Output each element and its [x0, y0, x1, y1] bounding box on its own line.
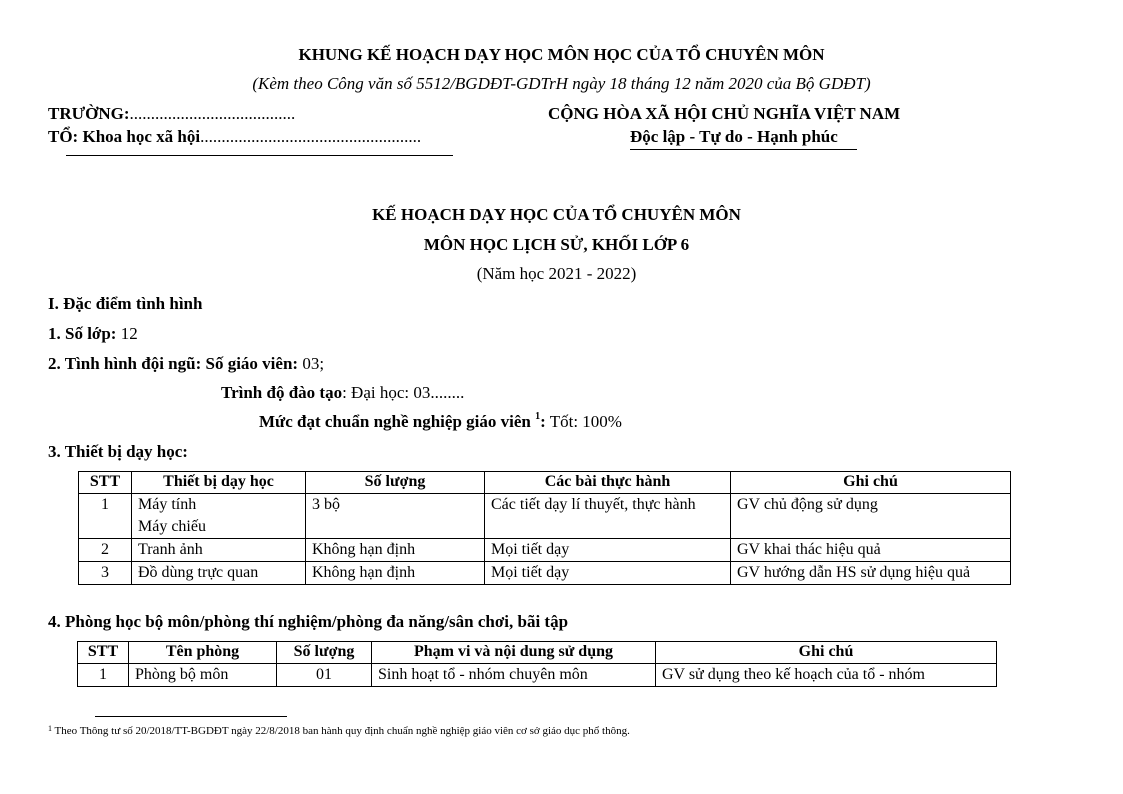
national-motto: Độc lập - Tự do - Hạnh phúc	[630, 127, 838, 146]
cell-device	[132, 494, 306, 539]
plan-subject: MÔN HỌC LỊCH SỬ, KHỐI LỚP 6	[423, 235, 690, 254]
footnote-separator	[95, 716, 287, 717]
table-header-row	[78, 642, 997, 664]
department-label: TỔ: Khoa học xã hội	[48, 127, 201, 146]
standard-colon: :	[540, 412, 546, 431]
department-underline	[66, 155, 453, 156]
column-header: STT	[79, 472, 132, 494]
column-header: Ghi chú	[656, 642, 997, 664]
cell-device: Tranh ảnh	[132, 539, 306, 562]
cell-practice: Các tiết dạy lí thuyết, thực hành	[485, 494, 731, 539]
column-header: Tên phòng	[129, 642, 277, 664]
cell-device: Đồ dùng trực quan	[132, 562, 306, 585]
table-row	[79, 562, 1011, 585]
footnote	[48, 725, 630, 737]
cell-quantity: 01	[277, 664, 372, 687]
school-line	[48, 104, 295, 124]
cell-stt: 3	[79, 562, 132, 585]
document-subtitle: (Kèm theo Công văn số 5512/BGDĐT-GDTrH ngày 18 tháng 12 năm 2020 của Bộ GDĐT)	[252, 74, 871, 93]
footnote-text: Theo Thông tư số 20/2018/TT-BGDĐT ngày 22/8/2018 ban hành quy định chuẩn nghề nghiệp giáo viên cơ sở giáo dục phổ thông.	[52, 725, 630, 737]
class-count-label: 1. Số lớp:	[48, 324, 117, 343]
cell-practice: Mọi tiết dạy	[485, 562, 731, 585]
professional-standard	[259, 412, 622, 432]
table-row	[79, 539, 1011, 562]
staff-count-value: 03;	[298, 354, 325, 373]
column-header: Các bài thực hành	[485, 472, 731, 494]
cell-note: GV chủ động sử dụng	[731, 494, 1011, 539]
equipment-heading: 3. Thiết bị dạy học:	[48, 442, 188, 461]
section-heading: I. Đặc điểm tình hình	[48, 294, 203, 313]
device-line: Máy chiếu	[138, 518, 206, 535]
cell-quantity: Không hạn định	[306, 539, 485, 562]
department-line	[48, 127, 421, 147]
rooms-heading: 4. Phòng học bộ môn/phòng thí nghiệm/phòng đa năng/sân chơi, bãi tập	[48, 612, 569, 631]
cell-scope: Sinh hoạt tổ - nhóm chuyên môn	[372, 664, 656, 687]
plan-year: (Năm học 2021 - 2022)	[476, 264, 637, 283]
cell-stt: 1	[79, 494, 132, 539]
device-line: Máy tính	[138, 496, 197, 513]
cell-room-name: Phòng bộ môn	[129, 664, 277, 687]
cell-quantity: Không hạn định	[306, 562, 485, 585]
equipment-table	[78, 471, 1011, 585]
table-row	[79, 494, 1011, 539]
cell-note: GV khai thác hiệu quả	[731, 539, 1011, 562]
class-count-value: 12	[116, 324, 138, 343]
department-value: ....................................................	[200, 127, 422, 146]
table-header-row	[79, 472, 1011, 494]
standard-value: Tốt: 100%	[545, 412, 622, 431]
cell-note: GV sử dụng theo kế hoạch của tổ - nhóm	[656, 664, 997, 687]
cell-practice: Mọi tiết dạy	[485, 539, 731, 562]
rooms-table	[77, 641, 997, 687]
training-level	[221, 383, 464, 403]
footnote-marker: 1	[48, 724, 52, 733]
staff-count	[48, 354, 324, 374]
column-header: STT	[78, 642, 129, 664]
national-title: CỘNG HÒA XÃ HỘI CHỦ NGHĨA VIỆT NAM	[548, 104, 901, 123]
cell-note: GV hướng dẫn HS sử dụng hiệu quả	[731, 562, 1011, 585]
column-header: Số lượng	[306, 472, 485, 494]
motto-underline	[630, 149, 857, 150]
column-header: Ghi chú	[731, 472, 1011, 494]
column-header: Số lượng	[277, 642, 372, 664]
standard-label: Mức đạt chuẩn nghề nghiệp giáo viên	[259, 412, 536, 431]
school-value: .......................................	[129, 104, 296, 123]
column-header: Phạm vi và nội dung sử dụng	[372, 642, 656, 664]
school-label: TRƯỜNG:	[48, 104, 130, 123]
table-row	[78, 664, 997, 687]
class-count	[48, 324, 138, 344]
cell-stt: 1	[78, 664, 129, 687]
document-title: KHUNG KẾ HOẠCH DẠY HỌC MÔN HỌC CỦA TỔ CHUYÊN MÔN	[298, 45, 825, 64]
plan-title: KẾ HOẠCH DẠY HỌC CỦA TỔ CHUYÊN MÔN	[372, 205, 741, 224]
footnote-ref[interactable]: 1	[535, 411, 541, 422]
training-label: Trình độ đào tạo	[221, 383, 343, 402]
column-header: Thiết bị dạy học	[132, 472, 306, 494]
cell-stt: 2	[79, 539, 132, 562]
training-value: : Đại học: 03........	[342, 383, 465, 402]
cell-quantity: 3 bộ	[306, 494, 485, 539]
staff-count-label: 2. Tình hình đội ngũ: Số giáo viên:	[48, 354, 299, 373]
